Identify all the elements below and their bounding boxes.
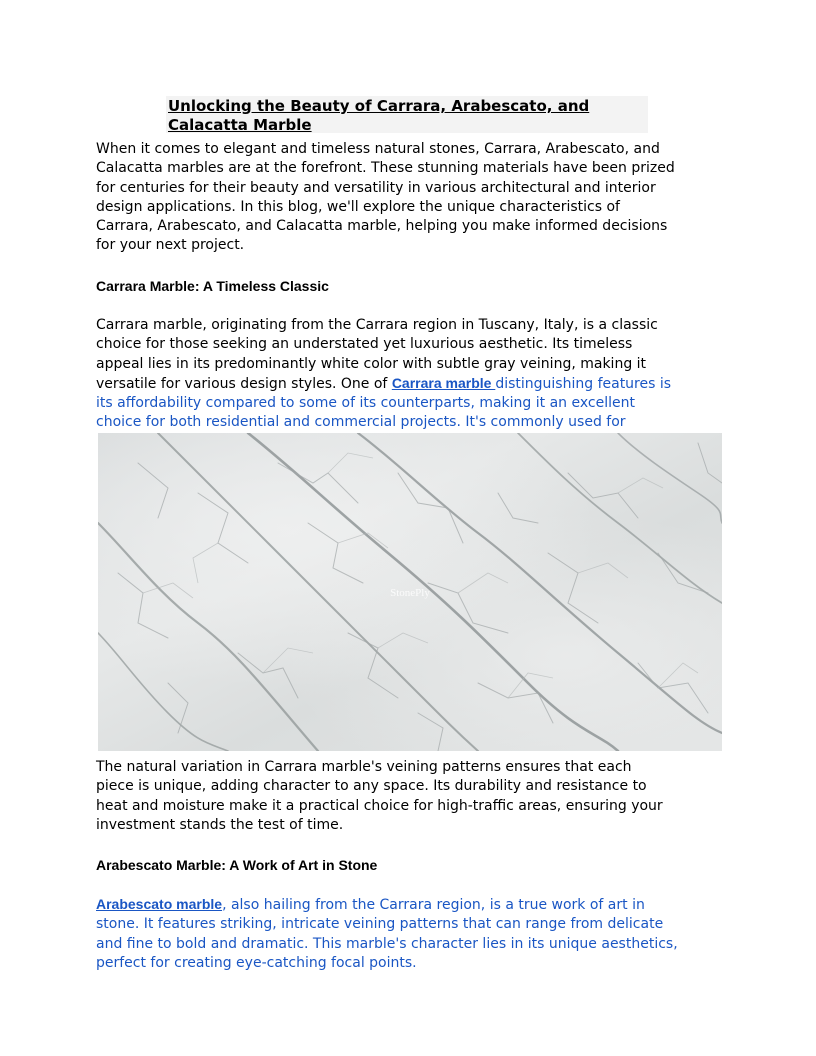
carrara-heading: Carrara Marble: A Timeless Classic xyxy=(96,278,329,294)
page-title: Unlocking the Beauty of Carrara, Arabescato, and Calacatta Marble xyxy=(168,97,590,134)
carrara-marble-image xyxy=(98,433,722,751)
arabescato-text-blue: , also hailing from the Carrara region, is a true work of art in stone. It features striking, intricate veining patterns that can range from delicate and fine to bold and dramatic. This marble's character lies in its unique aesthetics, perfect for creating eye-catching focal points. xyxy=(96,897,678,971)
arabescato-marble-link[interactable]: Arabescato marble xyxy=(96,896,223,912)
carrara-paragraph-2: The natural variation in Carrara marble's veining patterns ensures that each piece is unique, adding character to any space. Its durability and resistance to heat and moisture make it a practical choice for high-traffic areas, ensuring your investment stands the test of time. xyxy=(96,759,663,833)
carrara-marble-link[interactable]: Carrara marble xyxy=(391,374,496,391)
carrara-text: Carrara marble, originating from the Carrara region in Tuscany, Italy, is a classic choice for those seeking an understated yet luxurious aesthetic. Its timeless appeal lies in its predominantly white color with subtle gray veining, making it versatile for various design styles. One of xyxy=(96,317,658,392)
intro-paragraph: When it comes to elegant and timeless natural stones, Carrara, Arabescato, and Calacatta marbles are at the forefront. These stunning materials have been prized for centuries for their beauty and versatility in various architectural and interior design applications. In this blog, we'll explore the unique characteristics of Carrara, Arabescato, and Calacatta marble, helping you make informed decisions for your next project. xyxy=(96,141,675,254)
carrara-text-blue: distinguishing features is its affordability compared to some of its counterparts, making it an excellent choice for both residential and commercial projects. It's commonly used for xyxy=(96,375,672,431)
arabescato-heading: Arabescato Marble: A Work of Art in Stone xyxy=(96,857,378,873)
image-watermark: StonePly xyxy=(390,587,430,599)
carrara-paragraph xyxy=(96,316,716,433)
arabescato-paragraph xyxy=(96,895,716,973)
